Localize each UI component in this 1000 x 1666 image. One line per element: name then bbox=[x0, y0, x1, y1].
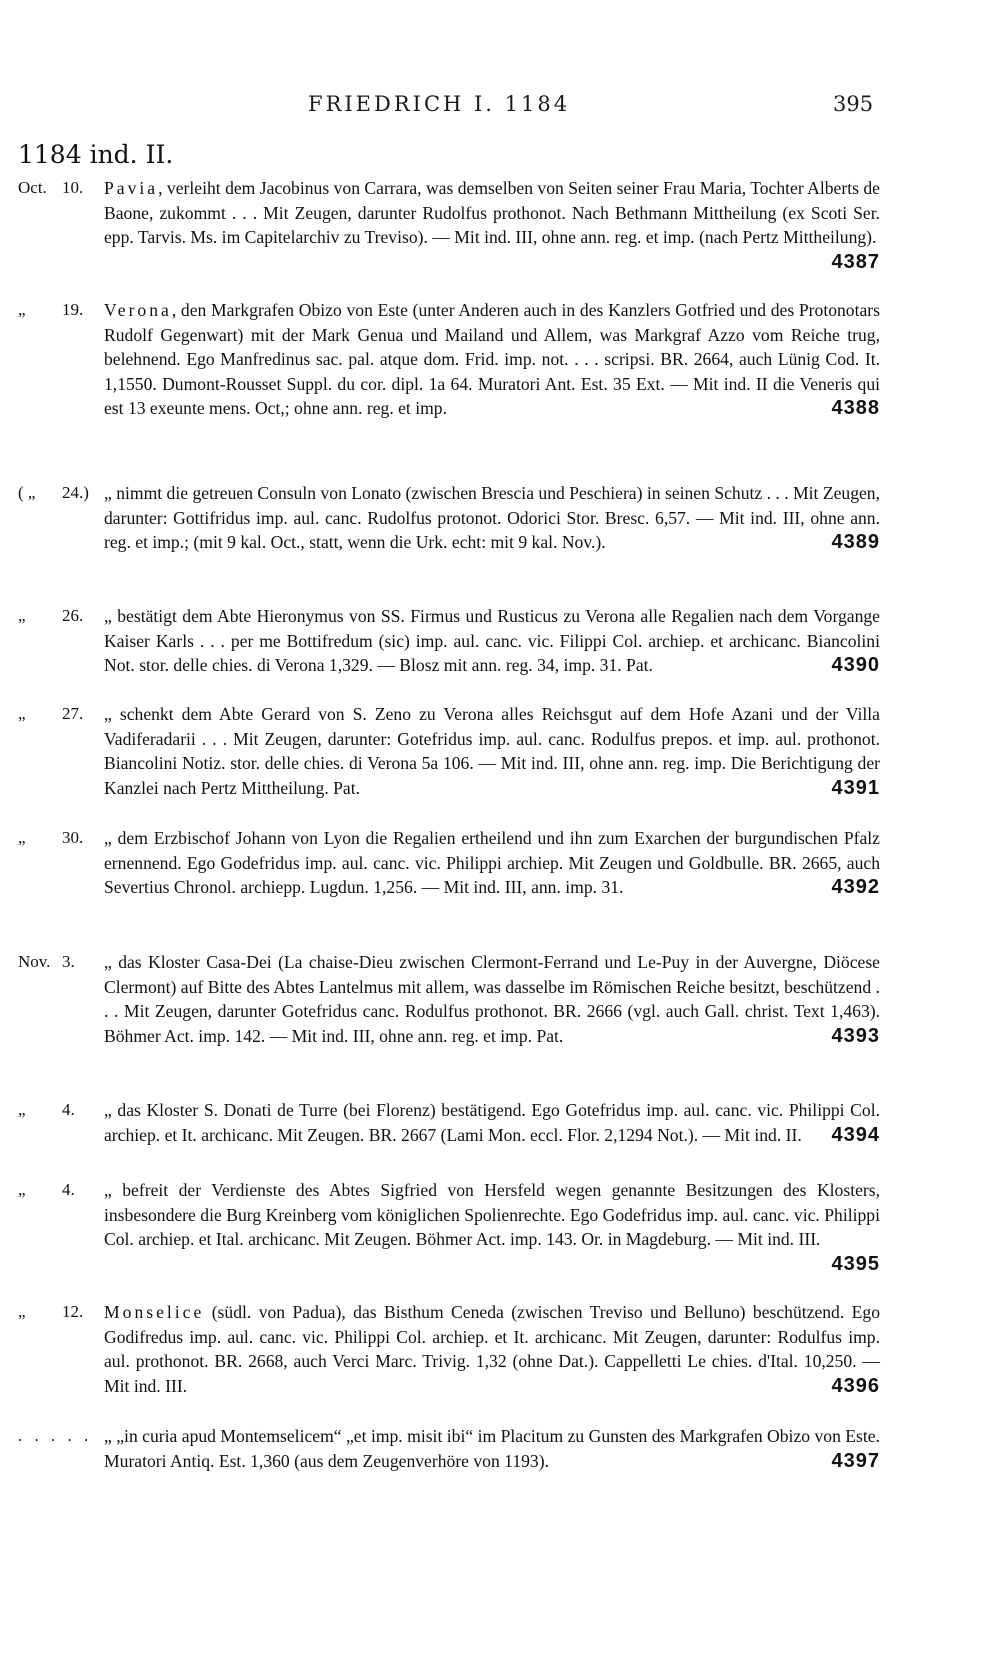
entry-month: ( „ bbox=[18, 483, 36, 502]
entry-description: „ „in curia apud Montemselicem“ „et imp. misit ibi“ im Placitum zu Gunsten des Markgrafen Obizo von Este. Muratori Antiq. Est. 1,360 (aus dem Zeugenverhöre von 1193). bbox=[104, 1426, 880, 1471]
entry-date bbox=[18, 702, 104, 727]
entry-text bbox=[104, 481, 880, 555]
entry-day: 26. bbox=[62, 606, 84, 625]
entry-day: 10. bbox=[62, 178, 84, 197]
entry-description: „ das Kloster Casa-Dei (La chaise-Dieu zwischen Clermont-Ferrand und Le-Puy in der Auvergne, Diöcese Clermont) auf Bitte des Abtes Lantelmus mit allem, was dasselbe im Römischen Reiche besitzt, beschützend . . . Mit Zeugen, darunter Gotefridus canc. Rodulfus prothonot. BR. 2666 (vgl. auch Gall. christ. Text 1,463). Böhmer Act. imp. 142. — Mit ind. III, ohne ann. reg. et imp. Pat. bbox=[104, 952, 880, 1046]
entry-day: 24.) bbox=[62, 483, 89, 502]
register-number: 4396 bbox=[831, 1374, 880, 1397]
entry-day: 12. bbox=[62, 1302, 84, 1321]
entry-date bbox=[18, 1178, 104, 1203]
register-number: 4395 bbox=[831, 1252, 880, 1275]
entry-text bbox=[104, 950, 880, 1048]
entry-text bbox=[104, 1178, 880, 1276]
entry-place: Verona bbox=[104, 300, 172, 320]
register-number: 4388 bbox=[831, 397, 880, 420]
entry-day: 30. bbox=[62, 828, 84, 847]
entry-month: „ bbox=[18, 300, 26, 319]
entry-text bbox=[104, 604, 880, 678]
entry-date bbox=[18, 1424, 104, 1449]
entry-description: „ das Kloster S. Donati de Turre (bei Florenz) bestätigend. Ego Gotefridus imp. aul. canc. vic. Philippi Col. archiep. et It. archicanc. Mit Zeugen. BR. 2667 (Lami Mon. eccl. Flor. 2,1294 Not.). — Mit ind. II. bbox=[104, 1100, 880, 1145]
entry-day: 4. bbox=[62, 1100, 75, 1119]
register-number: 4390 bbox=[831, 654, 880, 677]
entry-month: „ bbox=[18, 1180, 26, 1199]
register-number: 4393 bbox=[831, 1024, 880, 1047]
entry-date bbox=[18, 298, 104, 323]
entry-description: „ dem Erzbischof Johann von Lyon die Regalien ertheilend und ihn zum Exarchen der burgundischen Pfalz ernennend. Ego Godefridus imp. aul. canc. vic. Philippi archiep. Mit Zeugen und Goldbulle. BR. 2665, auch Severtius Chronol. archiepp. Lugdun. 1,256. — Mit ind. III, ann. imp. 31. bbox=[104, 828, 880, 898]
entry-text bbox=[104, 298, 880, 421]
entry-place: Pavia bbox=[104, 178, 159, 198]
entry-date bbox=[18, 481, 104, 506]
entry-date bbox=[18, 826, 104, 851]
entry-month: „ bbox=[18, 1100, 26, 1119]
year-heading: 1184 ind. II. bbox=[18, 140, 174, 169]
register-number: 4391 bbox=[831, 776, 880, 799]
entry-month: Oct. bbox=[18, 178, 47, 197]
entry-description: „ schenkt dem Abte Gerard von S. Zeno zu Verona alles Reichsgut auf dem Hofe Azani und der Villa Vadiferadarii . . . Mit Zeugen, darunter: Gotefridus imp. aul. canc. Rodulfus prepos. et imp. aul. prothonot. Biancolini Notiz. stor. delle chies. di Verona 5a 106. — Mit ind. III, ohne ann. reg. imp. Die Berichtigung der Kanzlei nach Pertz Mittheilung. Pat. bbox=[104, 704, 880, 798]
entry-text bbox=[104, 176, 880, 274]
entry-text bbox=[104, 1300, 880, 1398]
entry-day: 4. bbox=[62, 1180, 75, 1199]
entry-description: , den Markgrafen Obizo von Este (unter Anderen auch in des Kanzlers Gotfried und des Protonotars Rudolf Gegenwart) mit der Mark Genua und Mailand und Allem, was Markgraf Azzo vom Reiche trug, belehnend. Ego Manfredinus sac. pal. atque dom. Frid. imp. not. . . . scripsi. BR. 2664, auch Lünig Cod. It. 1,1550. Dumont-Rousset Suppl. du cor. dipl. 1a 64. Muratori Ant. Est. 35 Ext. — Mit ind. II die Veneris qui est 13 exeunte mens. Oct,; ohne ann. reg. et imp. bbox=[104, 300, 880, 419]
entry-text bbox=[104, 1098, 880, 1147]
page-number: 395 bbox=[833, 92, 874, 116]
entry-day: 27. bbox=[62, 704, 84, 723]
register-number: 4394 bbox=[831, 1123, 880, 1146]
register-number: 4389 bbox=[831, 531, 880, 554]
entry-description: , verleiht dem Jacobinus von Carrara, was demselben von Seiten seiner Frau Maria, Tochter Alberts de Baone, zukommt . . . Mit Zeugen, darunter Rudolfus prothonot. Nach Bethmann Mittheilung (ex Scoti Ser. epp. Tarvis. Ms. im Capitelarchiv zu Treviso). — Mit ind. III, ohne ann. reg. et imp. (nach Pertz Mittheilung). bbox=[104, 178, 880, 248]
entry-month: „ bbox=[18, 1302, 26, 1321]
register-number: 4392 bbox=[831, 876, 880, 899]
entry-day: 3. bbox=[62, 952, 75, 971]
entry-date bbox=[18, 604, 104, 629]
register-number: 4397 bbox=[831, 1449, 880, 1472]
entry-text bbox=[104, 1424, 880, 1473]
entry-description: (südl. von Padua), das Bisthum Ceneda (zwischen Treviso und Belluno) beschützend. Ego Godifredus imp. aul. canc. vic. Philippi Col. archiep. et It. archicanc. Mit Zeugen, darunter: Rodulfus imp. aul. prothonot. BR. 2668, auch Verci Marc. Trivig. 1,32 (ohne Dat.). Cappelletti Le chies. d'Ital. 10,250. — Mit ind. III. bbox=[104, 1302, 880, 1396]
entry-description: „ bestätigt dem Abte Hieronymus von SS. Firmus und Rusticus zu Verona alle Regalien nach dem Vorgange Kaiser Karls . . . per me Bottifredum (sic) imp. aul. canc. vic. Filippi Col. archiep. et archicanc. Biancolini Not. stor. delle chies. di Verona 1,329. — Blosz mit ann. reg. 34, imp. 31. Pat. bbox=[104, 606, 880, 676]
entry-month: . . . . . bbox=[18, 1426, 93, 1445]
entry-month: Nov. bbox=[18, 952, 51, 971]
entry-date bbox=[18, 950, 104, 975]
entry-date bbox=[18, 176, 104, 201]
entry-text bbox=[104, 702, 880, 800]
entry-place: Monselice bbox=[104, 1302, 205, 1322]
entry-text bbox=[104, 826, 880, 900]
entry-description: „ befreit der Verdienste des Abtes Sigfried von Hersfeld wegen genannte Besitzungen des Klosters, insbesondere die Burg Kreinberg vom königlichen Spolienrechte. Ego Godefridus imp. aul. canc. vic. Philippi Col. archiep. et Ital. archicanc. Mit Zeugen. Böhmer Act. imp. 143. Or. in Magdeburg. — Mit ind. III. bbox=[104, 1180, 880, 1250]
register-number: 4387 bbox=[831, 250, 880, 273]
entry-month: „ bbox=[18, 704, 26, 723]
entry-day: 19. bbox=[62, 300, 84, 319]
entry-description: „ nimmt die getreuen Consuln von Lonato (zwischen Brescia und Peschiera) in seinen Schutz . . . Mit Zeugen, darunter: Gottifridus imp. aul. canc. Rudolfus protonot. Odorici Stor. Bresc. 6,57. — Mit ind. III, ohne ann. reg. et imp.; (mit 9 kal. Oct., statt, wenn die Urk. echt: mit 9 kal. Nov.). bbox=[104, 483, 880, 553]
running-title: FRIEDRICH I. 1184 bbox=[308, 92, 571, 116]
entry-month: „ bbox=[18, 828, 26, 847]
entry-month: „ bbox=[18, 606, 26, 625]
running-head bbox=[0, 92, 1000, 122]
entry-date bbox=[18, 1300, 104, 1325]
entry-date bbox=[18, 1098, 104, 1123]
